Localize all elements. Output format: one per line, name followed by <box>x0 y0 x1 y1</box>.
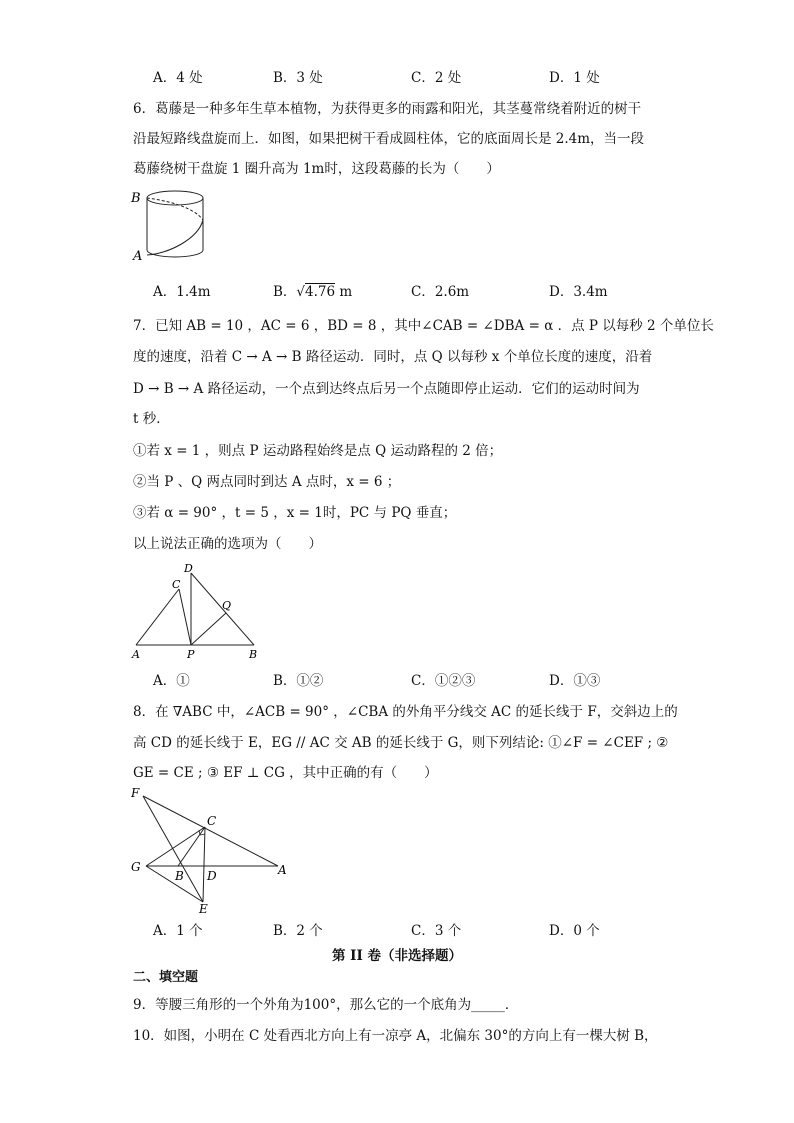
label-G: G <box>131 860 141 874</box>
q7-text-line-4: t 秒． <box>133 411 170 427</box>
q7-options <box>133 669 653 689</box>
q7-statement-1: ①若 x = 1 ，则点 P 运动路程始终是点 Q 运动路程的 2 倍； <box>133 443 503 459</box>
q6-text-line-1: 6．葛藤是一种多年生草本植物，为获得更多的雨露和阳光，其茎蔓常绕着附近的树干 <box>133 101 642 117</box>
q6-option-b-label: B． <box>273 284 297 300</box>
q7-option-a: A．① <box>153 673 190 689</box>
label-A: A <box>278 863 287 877</box>
q7-question: 以上说法正确的选项为（ ） <box>133 536 322 552</box>
q6-text-line-3: 葛藤绕树干盘旋 1 圈升高为 1m时，这段葛藤的长为（ ） <box>133 161 500 177</box>
q6-option-a: A．1.4m <box>153 284 211 300</box>
q5-option-d: D．1 处 <box>549 70 600 86</box>
sqrt-icon: √ <box>296 284 306 300</box>
q7-text-line-1: 7．已知 AB = 10 ，AC = 6 ，BD = 8 ，其中∠CAB = ∠DBA = α ．点 P 以每秒 2 个单位长 <box>133 318 714 334</box>
q6-options <box>133 280 653 300</box>
segment-GC <box>146 827 205 866</box>
q8-option-c: C．3 个 <box>411 923 462 939</box>
q8-text-line-1: 8．在 ∇ABC 中，∠ACB = 90° ，∠CBA 的外角平分线交 AC 的延长线于 F，交斜边上的 <box>133 704 678 720</box>
segment-CE <box>203 827 205 902</box>
section-title: 二、填空题 <box>133 970 199 985</box>
q7-text-line-2: 度的速度，沿着 C → A → B 路径运动．同时，点 Q 以每秒 x 个单位长度的速度，沿着 <box>133 349 653 365</box>
q5-option-a: A．4 处 <box>153 70 203 86</box>
q8-text-line-2: 高 CD 的延长线于 E，EG // AC 交 AB 的延长线于 G，则下列结论: ①∠F = ∠CEF ; ② <box>133 735 669 751</box>
q6-option-d: D．3.4m <box>549 284 608 300</box>
q8-option-a: A．1 个 <box>153 923 203 939</box>
q8-options <box>133 919 653 939</box>
vine-front-curve <box>147 220 203 255</box>
q6-option-b-unit: m <box>335 284 353 300</box>
q6-option-b-radicand: 4.76 <box>305 284 336 300</box>
q7-triangle-figure <box>128 561 268 661</box>
q6-cylinder-figure <box>128 184 218 264</box>
q5-option-b: B．3 处 <box>273 70 323 86</box>
q10-text: 10．如图，小明在 C 处看西北方向上有一凉亭 A，北偏东 30°的方向上有一棵大树 B， <box>133 1028 658 1044</box>
q8-text-line-3: GE = CE ; ③ EF ⊥ CG ，其中正确的有（ ） <box>133 765 438 781</box>
q6-option-c: C．2.6m <box>411 284 470 300</box>
label-D: D <box>207 869 217 883</box>
label-P: P <box>187 648 195 661</box>
label-A: A <box>132 648 140 661</box>
q7-statement-2: ②当 P 、Q 两点同时到达 A 点时，x = 6 ； <box>133 474 401 490</box>
segment-CP <box>179 589 191 645</box>
q7-statement-3: ③若 α = 90° ，t = 5 ，x = 1时，PC 与 PQ 垂直； <box>133 505 457 521</box>
label-A: A <box>133 249 143 264</box>
q6-text-line-2: 沿最短路线盘旋而上．如图，如果把树干看成圆柱体，它的底面周长是 2.4m，当一段 <box>133 131 645 147</box>
q7-option-b: B．①② <box>273 673 324 689</box>
label-B: B <box>175 869 184 883</box>
q9-text: 9．等腰三角形的一个外角为100°，那么它的一个底角为_____． <box>133 997 519 1013</box>
cylinder-top-ellipse <box>147 191 203 205</box>
label-F: F <box>131 786 140 800</box>
segment-PQ <box>191 613 226 645</box>
q7-option-c: C．①②③ <box>411 673 476 689</box>
q5-options <box>133 66 653 86</box>
label-B: B <box>131 191 141 206</box>
q8-option-d: D．0 个 <box>549 923 600 939</box>
label-D: D <box>184 562 193 575</box>
segment-AC <box>136 589 179 645</box>
vine-back-dashed <box>147 198 203 220</box>
label-C: C <box>172 578 181 591</box>
part2-title: 第 II 卷（非选择题） <box>331 948 463 964</box>
q5-option-c: C．2 处 <box>411 70 462 86</box>
label-B: B <box>249 648 258 661</box>
q6-option-b <box>273 280 352 300</box>
q8-triangle-figure <box>128 784 293 916</box>
label-E: E <box>199 902 208 916</box>
q7-option-d: D．①③ <box>549 673 601 689</box>
label-Q: Q <box>222 599 232 612</box>
segment-BC <box>178 827 205 866</box>
q7-text-line-3: D → B → A 路径运动，一个点到达终点后另一个点随即停止运动．它们的运动时间为 <box>133 381 640 397</box>
label-C: C <box>207 814 217 828</box>
q8-option-b: B．2 个 <box>273 923 323 939</box>
